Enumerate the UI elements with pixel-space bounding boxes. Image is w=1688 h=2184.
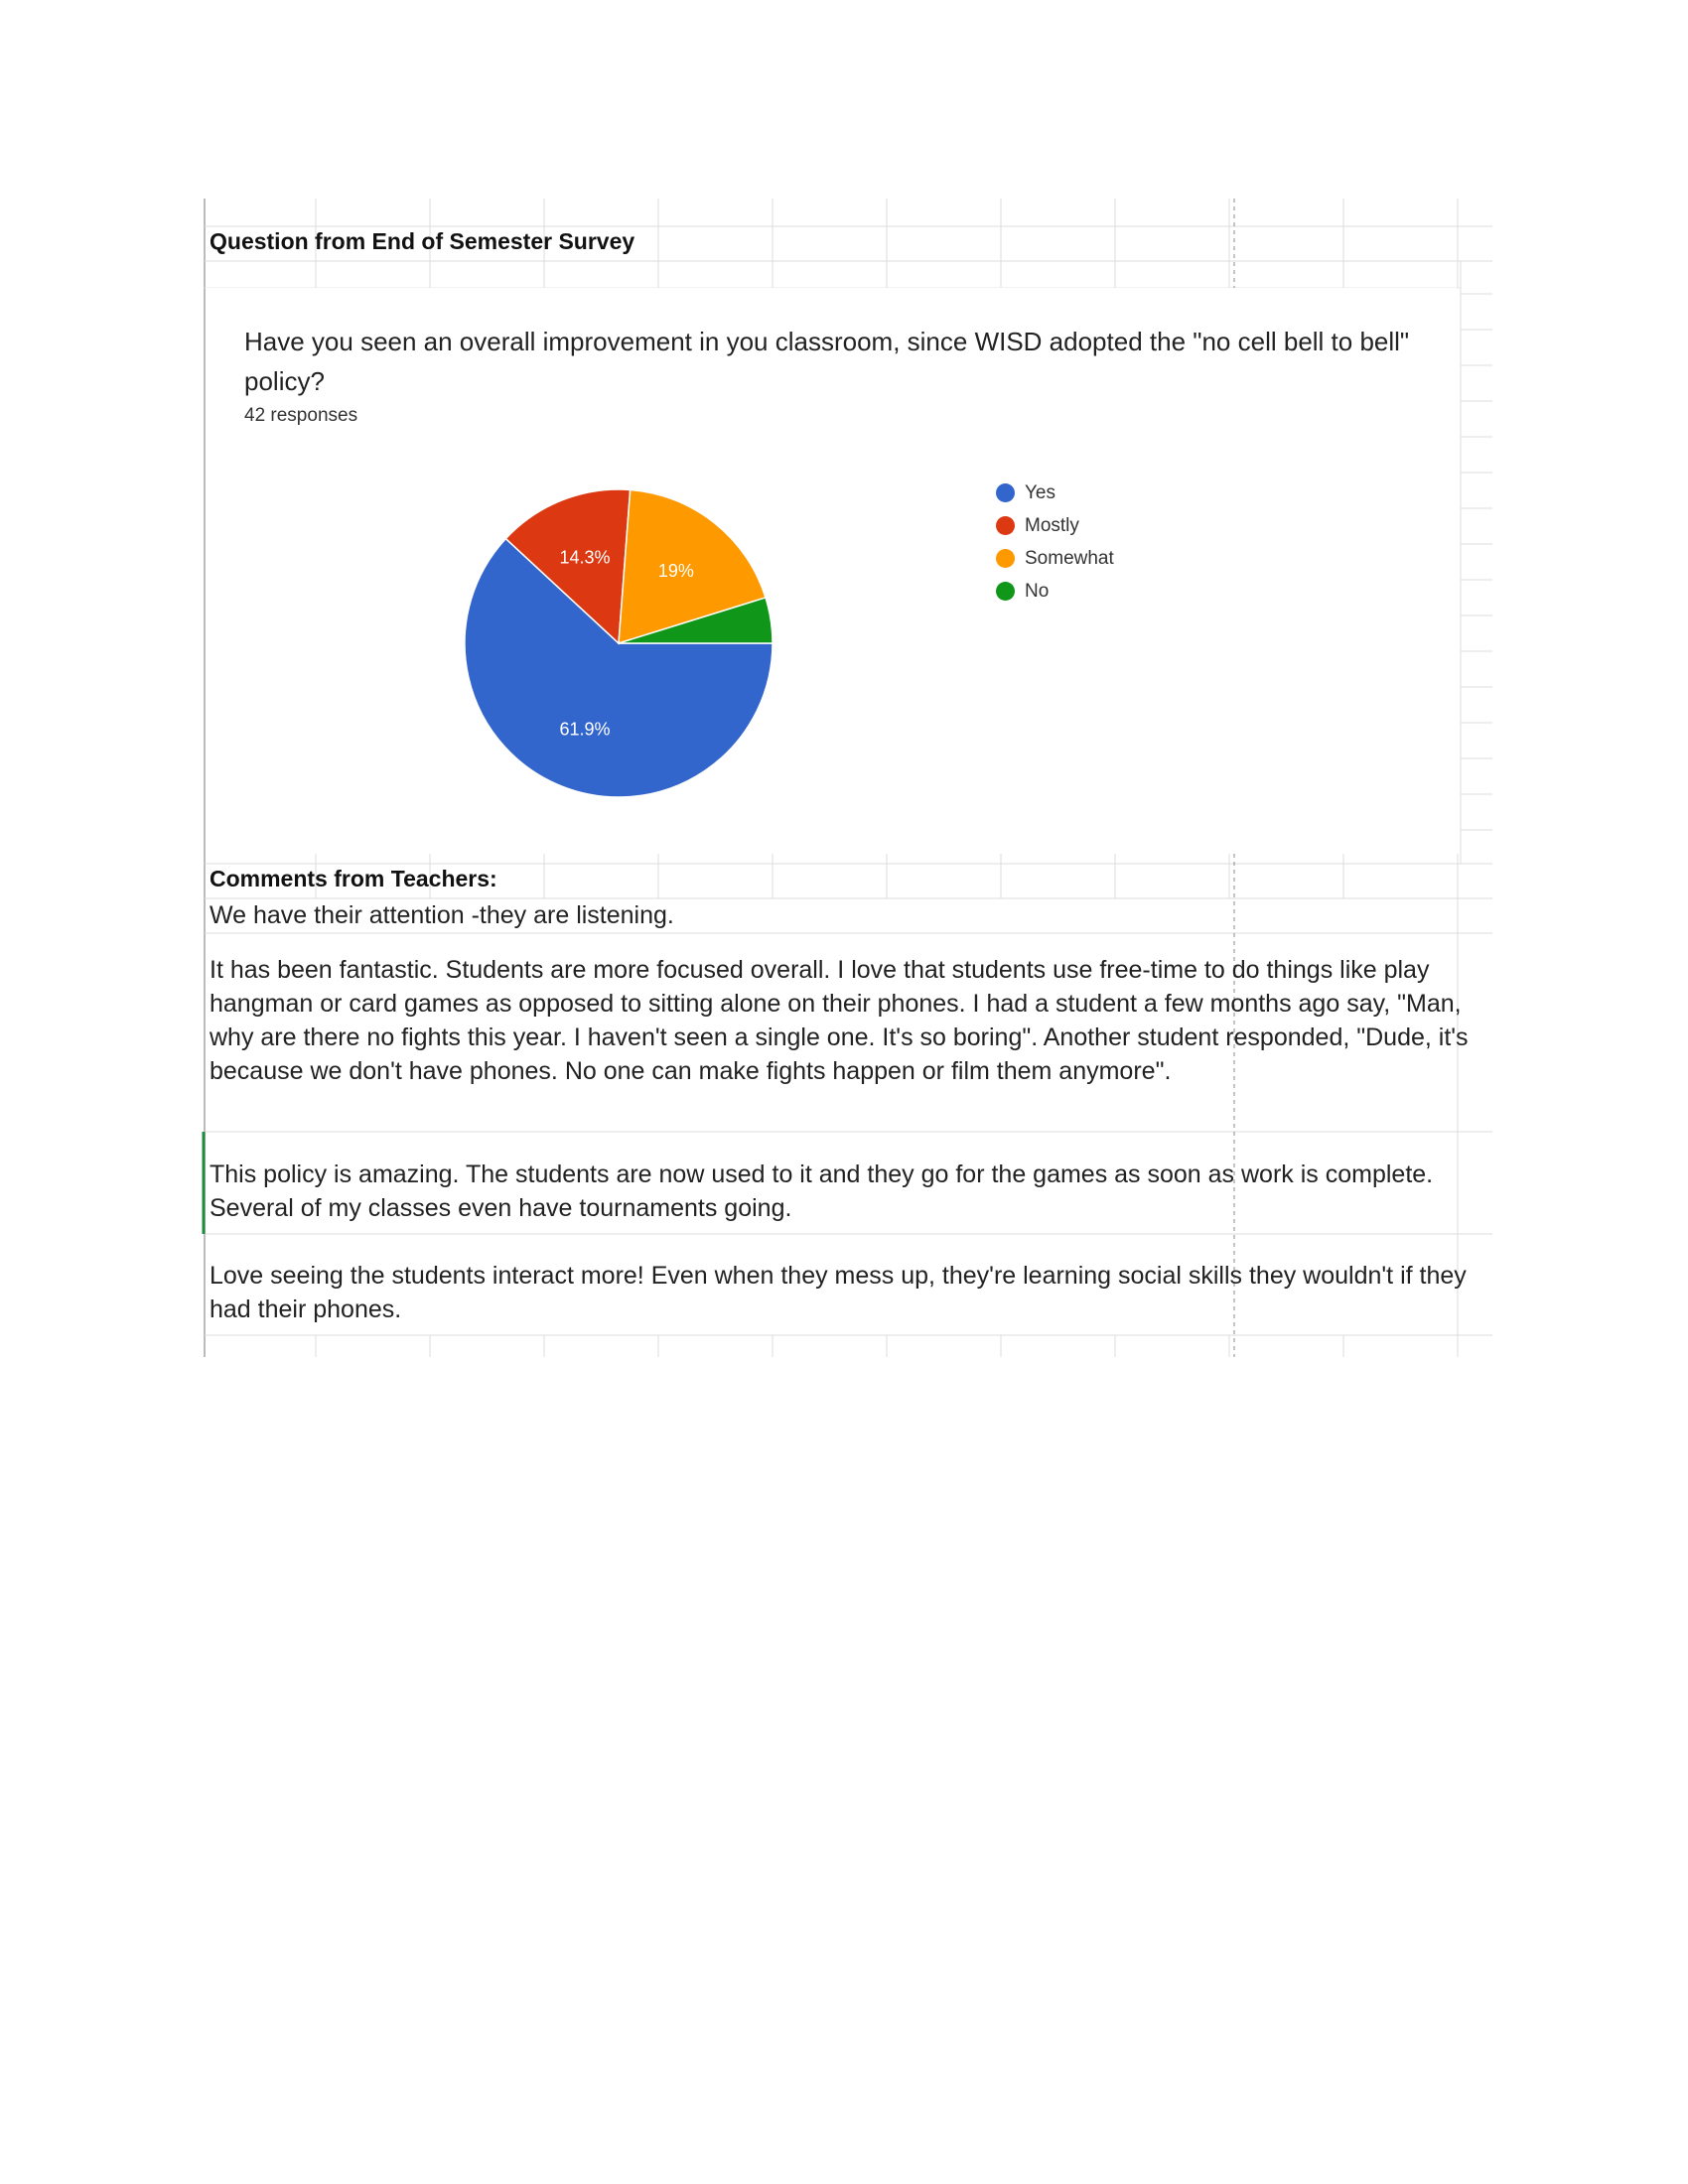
pie-chart	[206, 288, 960, 844]
legend-item-yes	[996, 477, 1114, 509]
chart-subtitle: 42 responses	[244, 405, 358, 426]
legend-dot-somewhat	[996, 549, 1015, 568]
comment-2: It has been fantastic. Students are more focused overall. I love that students use free-time to do things like play hangman or card games as opposed to sitting alone on their phones. I had a student a few months ago say, "Man, why are there no fights this year. I haven't seen a single one. It's so boring". Another student responded, "Dude, it's because we don't have phones. No one can make fights happen or film them anymore".	[210, 956, 1469, 1085]
legend-dot-no	[996, 582, 1015, 601]
legend-label-yes: Yes	[1025, 481, 1055, 503]
comment-1: We have their attention -they are listening.	[210, 901, 674, 929]
slice-label-yes: 61.9%	[559, 719, 611, 740]
chart-legend	[996, 477, 1114, 608]
comment-4: Love seeing the students interact more! Even when they mess up, they're learning social skills they wouldn't if they had their phones.	[210, 1262, 1467, 1323]
embedded-chart[interactable]	[206, 288, 1457, 844]
spreadsheet	[202, 199, 1492, 1357]
header-label: Question from End of Semester Survey	[210, 228, 635, 254]
slice-label-mostly: 14.3%	[559, 547, 611, 568]
legend-item-mostly	[996, 509, 1114, 542]
legend-item-no	[996, 575, 1114, 608]
legend-dot-mostly	[996, 516, 1015, 535]
slice-label-somewhat: 19%	[657, 561, 694, 582]
comments-label: Comments from Teachers:	[210, 866, 497, 891]
chart-title: Have you seen an overall improvement in you classroom, since WISD adopted the "no cell bell to bell" policy?	[244, 327, 1410, 396]
legend-label-somewhat: Somewhat	[1025, 547, 1114, 569]
legend-label-mostly: Mostly	[1025, 514, 1079, 536]
comment-3: This policy is amazing. The students are now used to it and they go for the games as soon as work is complete. Several of my classes even have tournaments going.	[210, 1160, 1434, 1222]
legend-item-somewhat	[996, 542, 1114, 575]
legend-label-no: No	[1025, 580, 1050, 602]
legend-dot-yes	[996, 483, 1015, 502]
